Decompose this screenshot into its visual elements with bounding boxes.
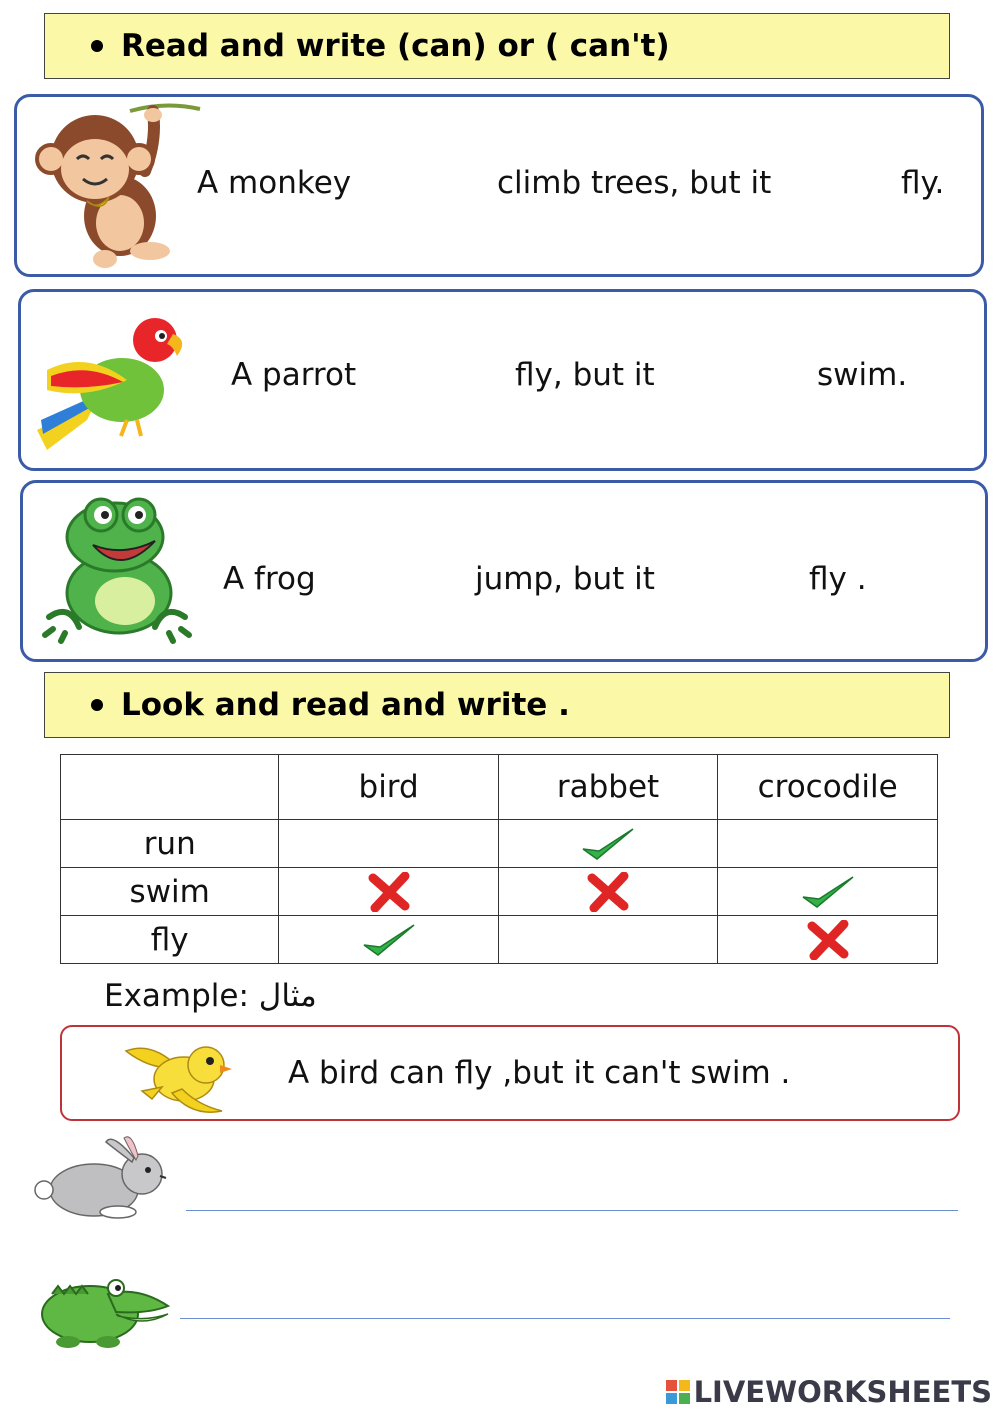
table-header-cell: rabbet: [498, 755, 718, 820]
frog-sentence-middle: jump, but it: [475, 561, 655, 597]
table-cell: [498, 820, 718, 868]
monkey-sentence-end: fly.: [901, 165, 945, 201]
table-row: [61, 916, 938, 964]
table-header-cell: [61, 755, 279, 820]
liveworksheets-logo: [666, 1375, 992, 1409]
monkey-sentence-start: A monkey: [197, 165, 352, 201]
parrot-icon: [27, 310, 187, 458]
rabbit-icon: [34, 1136, 172, 1222]
sentence-card-monkey: [14, 94, 984, 277]
check-icon: [360, 921, 418, 959]
table-cell: [718, 916, 938, 964]
bird-icon: [122, 1031, 234, 1117]
check-icon: [579, 825, 637, 863]
table-cell: [718, 868, 938, 916]
table-row: [61, 868, 938, 916]
row-label: fly: [61, 916, 279, 964]
answer-line-rabbit[interactable]: [186, 1210, 958, 1211]
row-label: run: [61, 820, 279, 868]
ability-table: [60, 754, 938, 964]
cross-icon: [367, 872, 411, 912]
cross-icon: [586, 872, 630, 912]
bullet-icon: [91, 699, 103, 711]
answer-line-crocodile[interactable]: [180, 1318, 950, 1319]
section1-title: Read and write (can) or ( can't): [121, 28, 670, 64]
sentence-card-frog: [20, 480, 988, 662]
cross-icon: [806, 920, 850, 960]
table-cell: [279, 868, 498, 916]
frog-icon: [39, 497, 195, 647]
table-row: [61, 820, 938, 868]
parrot-sentence-end: swim.: [817, 357, 908, 393]
frog-sentence-start: A frog: [223, 561, 316, 597]
table-cell: [279, 820, 498, 868]
section2-title: Look and read and write .: [121, 687, 570, 723]
table-cell: [498, 868, 718, 916]
example-card: [60, 1025, 960, 1121]
check-icon: [799, 873, 857, 911]
logo-tiles-icon: [666, 1380, 690, 1404]
bullet-icon: [91, 40, 103, 52]
parrot-sentence-middle: fly, but it: [515, 357, 655, 393]
example-label: Example: مثال: [104, 978, 317, 1014]
sentence-card-parrot: [18, 289, 987, 471]
logo-text: LIVEWORKSHEETS: [693, 1375, 992, 1409]
frog-sentence-end: fly .: [809, 561, 867, 597]
table-header-row: [61, 755, 938, 820]
table-cell: [498, 916, 718, 964]
section1-banner: [44, 13, 950, 79]
table-cell: [718, 820, 938, 868]
monkey-icon: [25, 101, 205, 273]
row-label: swim: [61, 868, 279, 916]
table-header-cell: crocodile: [718, 755, 938, 820]
table-header-cell: bird: [279, 755, 498, 820]
crocodile-icon: [38, 1270, 172, 1352]
example-sentence: A bird can fly ,but it can't swim .: [288, 1055, 791, 1091]
table-cell: [279, 916, 498, 964]
monkey-sentence-middle: climb trees, but it: [497, 165, 772, 201]
parrot-sentence-start: A parrot: [231, 357, 357, 393]
section2-banner: [44, 672, 950, 738]
